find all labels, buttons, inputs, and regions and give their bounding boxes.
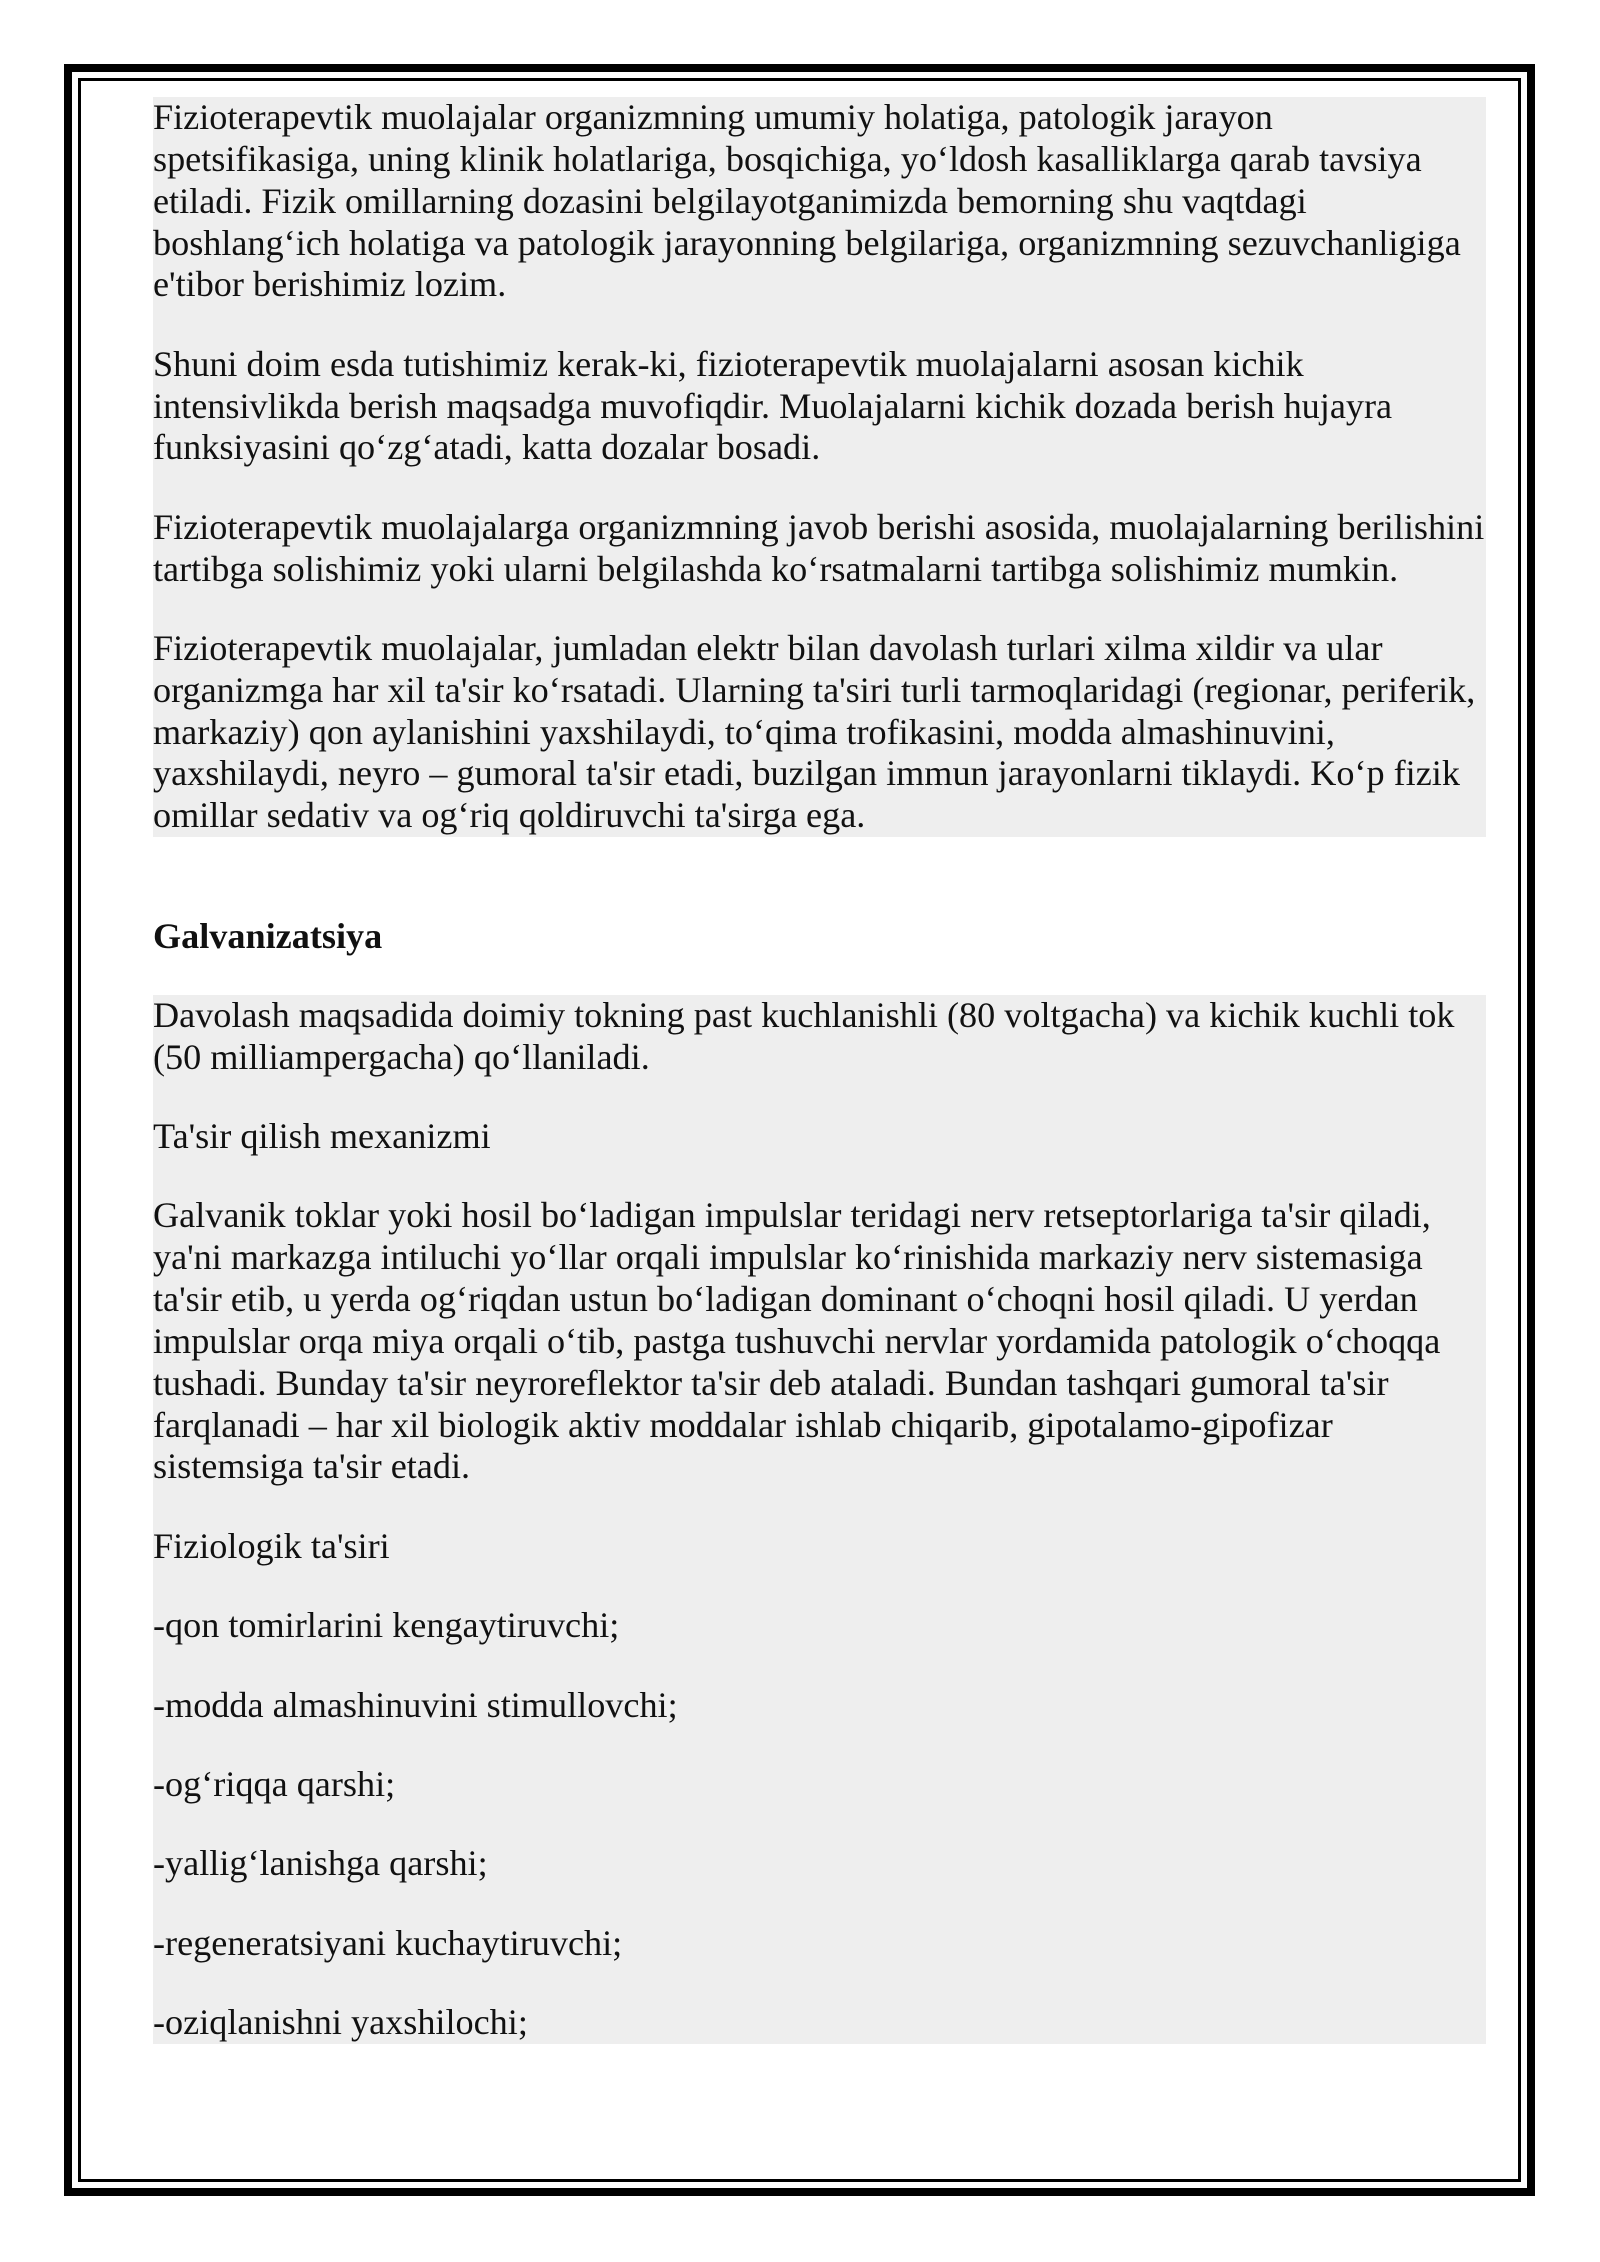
- effect-item: -regeneratsiyani kuchaytiruvchi;: [153, 1922, 623, 1963]
- effect-item: -yallig‘lanishga qarshi;: [153, 1843, 488, 1884]
- mechanism-title: Ta'sir qilish mexanizmi: [153, 1116, 491, 1157]
- intro-paragraph-1: Fizioterapevtik muolajalar organizmning umumiy holatiga, patologik jarayon spetsifikasiga, uning klinik holatlariga, bosqichiga, yo‘ldosh kasalliklarga qarab tavsiya etiladi. Fizik omillarning dozasini belgilayotganimizda bemorning shu vaqtdagi boshlang‘ich holatiga va patologik jarayonning belgilariga, organizmning sezuvchanligiga e'tibor berishimiz lozim.: [153, 97, 1461, 305]
- document-body: [153, 97, 1486, 2044]
- section-heading: Galvanizatsiya: [153, 915, 383, 956]
- section-block: [153, 995, 1486, 2044]
- mechanism-paragraph: Galvanik toklar yoki hosil bo‘ladigan impulslar teridagi nerv retseptorlariga ta'sir qiladi, ya'ni markazga intiluchi yo‘llar orqali impulslar ko‘rinishida markaziy nerv sistemasiga ta'sir etib, u yerda og‘riqdan ustun bo‘ladigan dominant o‘choqni hosil qiladi. U yerdan impulslar orqa miya orqali o‘tib, pastga tushuvchi nervlar yordamida patologik o‘choqqa tushadi. Bunday ta'sir neyroreflektor ta'sir deb ataladi. Bundan tashqari gumoral ta'sir farqlanadi – har xil biologik aktiv moddalar ishlab chiqarib, gipotalamo-gipofizar sistemsiga ta'sir etadi.: [153, 1195, 1441, 1487]
- intro-paragraph-2: Shuni doim esda tutishimiz kerak-ki, fizioterapevtik muolajalarni asosan kichik intensivlikda berish maqsadga muvofiqdir. Muolajalarni kichik dozada berish hujayra funksiyasini qo‘zg‘atadi, katta dozalar bosadi.: [153, 343, 1393, 468]
- intro-block: [153, 97, 1486, 837]
- intro-paragraph-4: Fizioterapevtik muolajalar, jumladan elektr bilan davolash turlari xilma xildir va ular organizmga har xil ta'sir ko‘rsatadi. Ularning ta'siri turli tarmoqlaridagi (regionar, periferik, markaziy) qon aylanishini yaxshilaydi, to‘qima trofikasini, modda almashinuvini, yaxshilaydi, neyro – gumoral ta'sir etadi, buzilgan immun jarayonlarni tiklaydi. Ko‘p fizik omillar sedativ va og‘riq qoldiruvchi ta'sirga ega.: [153, 627, 1476, 836]
- definition-paragraph: Davolash maqsadida doimiy tokning past kuchlanishli (80 voltgacha) va kichik kuchli tok (50 milliampergacha) qo‘llaniladi.: [153, 994, 1455, 1077]
- intro-paragraph-3: Fizioterapevtik muolajalarga organizmning javob berishi asosida, muolajalarning berilishini tartibga solishimiz yoki ularni belgilashda ko‘rsatmalarni tartibga solishimiz mumkin.: [153, 506, 1485, 589]
- effect-item: -og‘riqqa qarshi;: [153, 1763, 396, 1804]
- effect-item: -oziqlanishni yaxshilochi;: [153, 2001, 528, 2042]
- effect-item: -modda almashinuvini stimullovchi;: [153, 1684, 678, 1725]
- effect-item: -qon tomirlarini kengaytiruvchi;: [153, 1605, 620, 1646]
- effects-title: Fiziologik ta'siri: [153, 1525, 390, 1566]
